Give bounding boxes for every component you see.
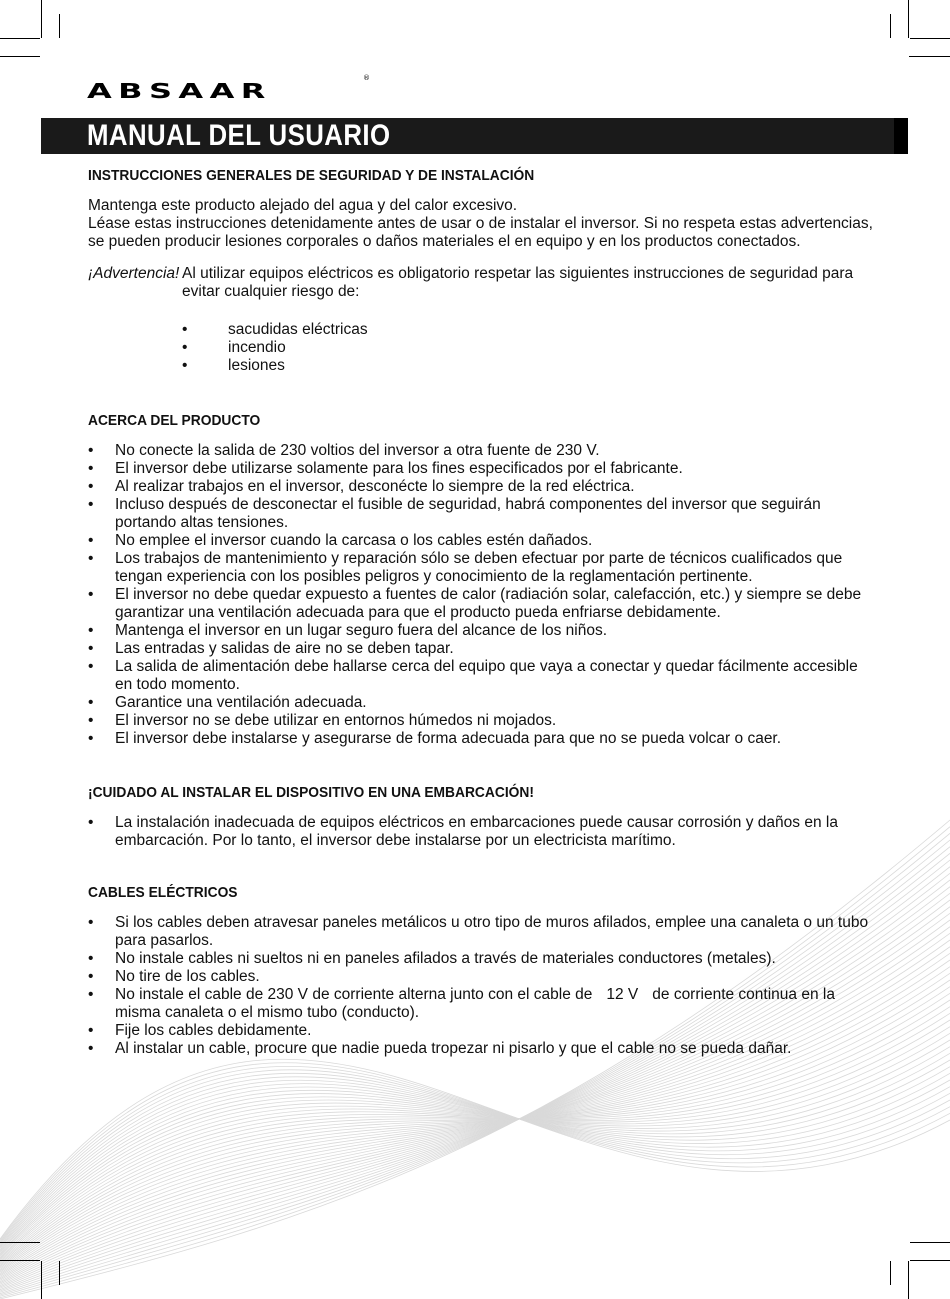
list-item: • Mantenga el inversor en un lugar seguro fuera del alcance de los niños.	[88, 622, 878, 640]
crop-mark	[910, 1242, 950, 1243]
list-item: • No tire de los cables.	[88, 968, 878, 986]
wave-line	[0, 1070, 950, 1243]
registered-mark: ®	[363, 74, 370, 82]
list-item: • Si los cables deben atravesar paneles metálicos u otro tipo de muros afilados, emplee una canaleta o un tubo para pasarlos.	[88, 914, 878, 950]
warning-block	[88, 265, 878, 301]
warning-text: Al utilizar equipos eléctricos es obligatorio respetar las siguientes instrucciones de seguridad para evitar cualquier riesgo de:	[182, 265, 854, 300]
list-item: • Garantice una ventilación adecuada.	[88, 694, 878, 712]
list-item: • La instalación inadecuada de equipos eléctricos en embarcaciones puede causar corrosión y daños en la embarcación. Por lo tanto, el inversor debe instalarse por un electricista marítimo.	[88, 814, 878, 850]
crop-mark	[890, 14, 891, 38]
page-title: MANUAL DEL USUARIO	[87, 119, 391, 152]
paragraph: Mantenga este producto alejado del agua y del calor excesivo.	[88, 197, 518, 214]
list-item: • Al instalar un cable, procure que nadie pueda tropezar ni pisarlo y que el cable no se pueda dañar.	[88, 1040, 878, 1058]
list-item: • Fije los cables debidamente.	[88, 1022, 878, 1040]
list-item: • El inversor debe instalarse y asegurarse de forma adecuada para que no se pueda volcar o caer.	[88, 730, 878, 748]
wave-line	[0, 1059, 950, 1239]
crop-mark	[0, 1260, 40, 1261]
boat-list	[88, 814, 878, 850]
list-item: • El inversor no se debe utilizar en entornos húmedos ni mojados.	[88, 712, 878, 730]
crop-mark	[59, 14, 60, 38]
voltage-value: 12 V	[606, 986, 639, 1003]
crop-mark	[41, 1261, 42, 1299]
warning-label: ¡Advertencia!	[88, 265, 180, 282]
section-heading-general: INSTRUCCIONES GENERALES DE SEGURIDAD Y DE INSTALACIÓN	[88, 167, 535, 184]
list-item: • Las entradas y salidas de aire no se deben tapar.	[88, 640, 878, 658]
section-heading-product: ACERCA DEL PRODUCTO	[88, 412, 261, 429]
crop-mark	[890, 1261, 891, 1285]
crop-mark	[910, 1260, 950, 1261]
crop-mark	[910, 38, 950, 39]
cable-text-end: de corriente continua en la misma canaleta o el mismo tubo (conducto).	[115, 986, 835, 1021]
list-item: • Al realizar trabajos en el inversor, desconécte lo siempre de la red eléctrica.	[88, 478, 878, 496]
list-item: • No instale cables ni sueltos ni en paneles afilados a través de materiales conductores (metales).	[88, 950, 878, 968]
section-heading-boat: ¡CUIDADO AL INSTALAR EL DISPOSITIVO EN UNA EMBARCACIÓN!	[88, 784, 534, 801]
title-bar-tab	[894, 118, 908, 154]
wave-line	[0, 1033, 950, 1256]
logo-text: ABSAAR	[87, 79, 272, 103]
crop-mark	[0, 56, 40, 57]
list-item: • sacudidas eléctricas	[182, 321, 878, 339]
brand-logo	[87, 74, 370, 108]
product-list	[88, 442, 878, 748]
list-item: • El inversor debe utilizarse solamente para los fines especificados por el fabricante.	[88, 460, 878, 478]
crop-mark	[41, 0, 42, 38]
crop-mark	[59, 1261, 60, 1285]
title-bar	[41, 118, 908, 154]
manual-content	[88, 162, 878, 1058]
list-item: • No emplee el inversor cuando la carcasa o los cables estén dañados.	[88, 532, 878, 550]
section-heading-cables: CABLES ELÉCTRICOS	[88, 884, 238, 901]
list-item: • Los trabajos de mantenimiento y reparación sólo se deben efectuar por parte de técnicos cualificados que tengan experiencia con los posibles peligros y conocimiento de la reglamentación pertinente.	[88, 550, 878, 586]
cables-list	[88, 914, 878, 1058]
crop-mark	[908, 1261, 909, 1299]
list-item: • lesiones	[182, 357, 878, 375]
list-item: • No conecte la salida de 230 voltios del inversor a otra fuente de 230 V.	[88, 442, 878, 460]
list-item	[88, 986, 878, 1022]
paragraph: Léase estas instrucciones detenidamente antes de usar o de instalar el inversor. Si no respeta estas advertencias, se pueden producir lesiones corporales o daños materiales el en equipo y en los productos conectados.	[88, 215, 873, 250]
list-item: • Incluso después de desconectar el fusible de seguridad, habrá componentes del inversor que seguirán portando altas tensiones.	[88, 496, 878, 532]
cable-text-start: No instale el cable de 230 V de corriente alterna junto con el cable de	[115, 986, 593, 1003]
crop-mark	[0, 1242, 40, 1243]
list-item: • La salida de alimentación debe hallarse cerca del equipo que vaya a conectar y quedar fácilmente accesible en todo momento.	[88, 658, 878, 694]
crop-mark	[0, 38, 40, 39]
crop-mark	[909, 56, 950, 57]
crop-mark	[908, 0, 909, 38]
risk-list	[182, 321, 878, 375]
list-item: • El inversor no debe quedar expuesto a fuentes de calor (radiación solar, calefacción, etc.) y siempre se debe garantizar una ventilación adecuada para que el producto pueda enfriarse debidamente.	[88, 586, 878, 622]
list-item: • incendio	[182, 339, 878, 357]
